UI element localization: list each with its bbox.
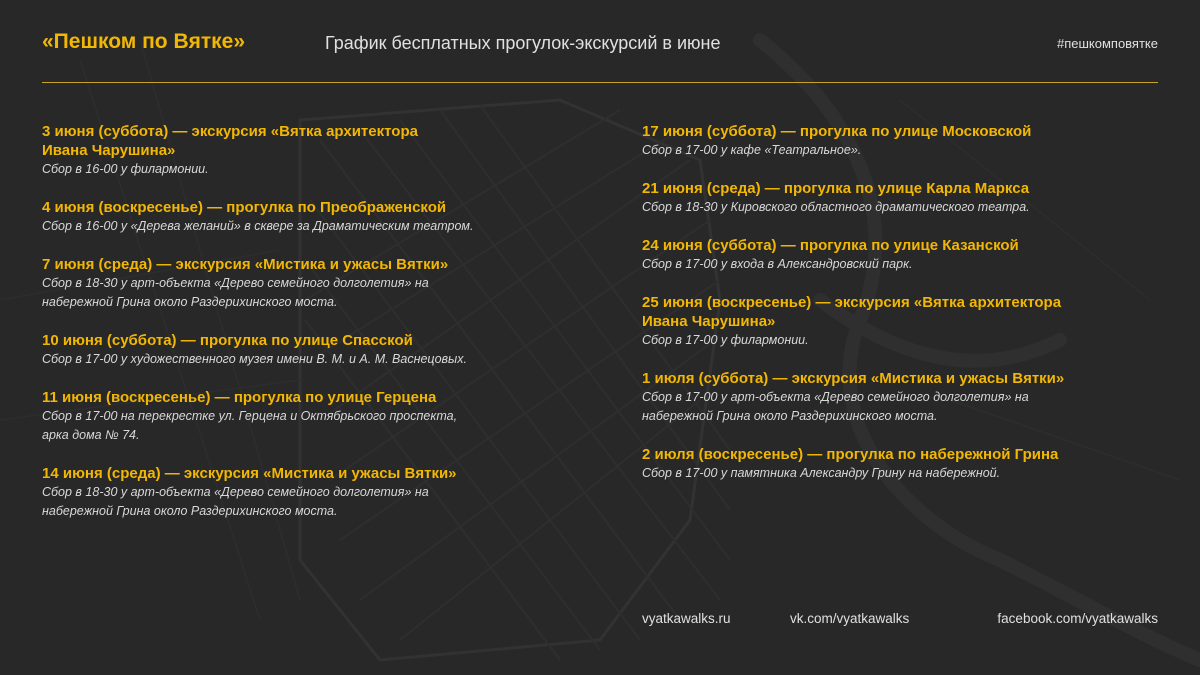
facebook-link[interactable]: facebook.com/vyatkawalks xyxy=(997,611,1158,626)
event-item xyxy=(42,122,582,179)
event-item xyxy=(642,369,1162,426)
event-description: Сбор в 18-30 у арт-объекта «Дерево семейного долголетия» на набережной Грина около Раздерихинского моста. xyxy=(42,485,429,518)
event-title: 14 июня (среда) — экскурсия «Мистика и ужасы Вятки» xyxy=(42,465,457,482)
event-item xyxy=(642,293,1162,350)
event-title: 21 июня (среда) — прогулка по улице Карла Маркса xyxy=(642,180,1030,197)
schedule-left-column xyxy=(42,122,582,540)
event-title: 7 июня (среда) — экскурсия «Мистика и ужасы Вятки» xyxy=(42,256,449,273)
event-item xyxy=(42,464,582,521)
event-title: 17 июня (суббота) — прогулка по улице Московской xyxy=(642,123,1032,140)
page-subtitle: График бесплатных прогулок-экскурсий в июне xyxy=(325,33,721,53)
event-title: 4 июня (воскресенье) — прогулка по Преображенской xyxy=(42,199,447,216)
vk-link[interactable]: vk.com/vyatkawalks xyxy=(790,611,910,626)
event-description: Сбор в 18-30 у арт-объекта «Дерево семейного долголетия» на набережной Грина около Раздерихинского моста. xyxy=(42,276,429,309)
event-description: Сбор в 18-30 у Кировского областного драматического театра. xyxy=(642,200,1030,214)
event-description: Сбор в 17-00 у памятника Александру Грину на набережной. xyxy=(642,466,1001,480)
event-title: 2 июля (воскресенье) — прогулка по набережной Грина xyxy=(642,446,1059,463)
event-title: 25 июня (воскресенье) — экскурсия «Вятка архитектора Ивана Чарушина» xyxy=(642,294,1062,330)
event-description: Сбор в 17-00 у арт-объекта «Дерево семейного долголетия» на набережной Грина около Раздерихинского моста. xyxy=(642,390,1029,423)
event-item xyxy=(42,388,582,445)
event-title: 11 июня (воскресенье) — прогулка по улице Герцена xyxy=(42,389,437,406)
event-item xyxy=(642,445,1162,483)
event-item xyxy=(642,122,1162,160)
event-description: Сбор в 16-00 у филармонии. xyxy=(42,162,209,176)
header-divider xyxy=(42,82,1158,83)
event-title: 1 июля (суббота) — экскурсия «Мистика и ужасы Вятки» xyxy=(642,370,1065,387)
event-item xyxy=(42,198,582,236)
event-description: Сбор в 17-00 у филармонии. xyxy=(642,333,809,347)
event-title: 24 июня (суббота) — прогулка по улице Казанской xyxy=(642,237,1019,254)
event-description: Сбор в 17-00 у кафе «Театральное». xyxy=(642,143,862,157)
event-description: Сбор в 17-00 у входа в Александровский парк. xyxy=(642,257,913,271)
event-item xyxy=(42,331,582,369)
header xyxy=(42,30,1158,56)
brand-title: «Пешком по Вятке» xyxy=(42,30,246,53)
event-item xyxy=(42,255,582,312)
website-link[interactable]: vyatkawalks.ru xyxy=(642,611,731,626)
event-title: 3 июня (суббота) — экскурсия «Вятка архитектора Ивана Чарушина» xyxy=(42,123,418,159)
event-description: Сбор в 17-00 у художественного музея имени В. М. и А. М. Васнецовых. xyxy=(42,352,467,366)
event-title: 10 июня (суббота) — прогулка по улице Спасской xyxy=(42,332,413,349)
schedule-right-column xyxy=(642,122,1162,502)
footer-links xyxy=(0,611,1200,629)
event-description: Сбор в 17-00 на перекрестке ул. Герцена и Октябрьского проспекта, арка дома № 74. xyxy=(42,409,458,442)
event-item xyxy=(642,236,1162,274)
hashtag: #пешкомповятке xyxy=(1056,36,1158,51)
event-item xyxy=(642,179,1162,217)
event-description: Сбор в 16-00 у «Дерева желаний» в сквере за Драматическим театром. xyxy=(42,219,474,233)
